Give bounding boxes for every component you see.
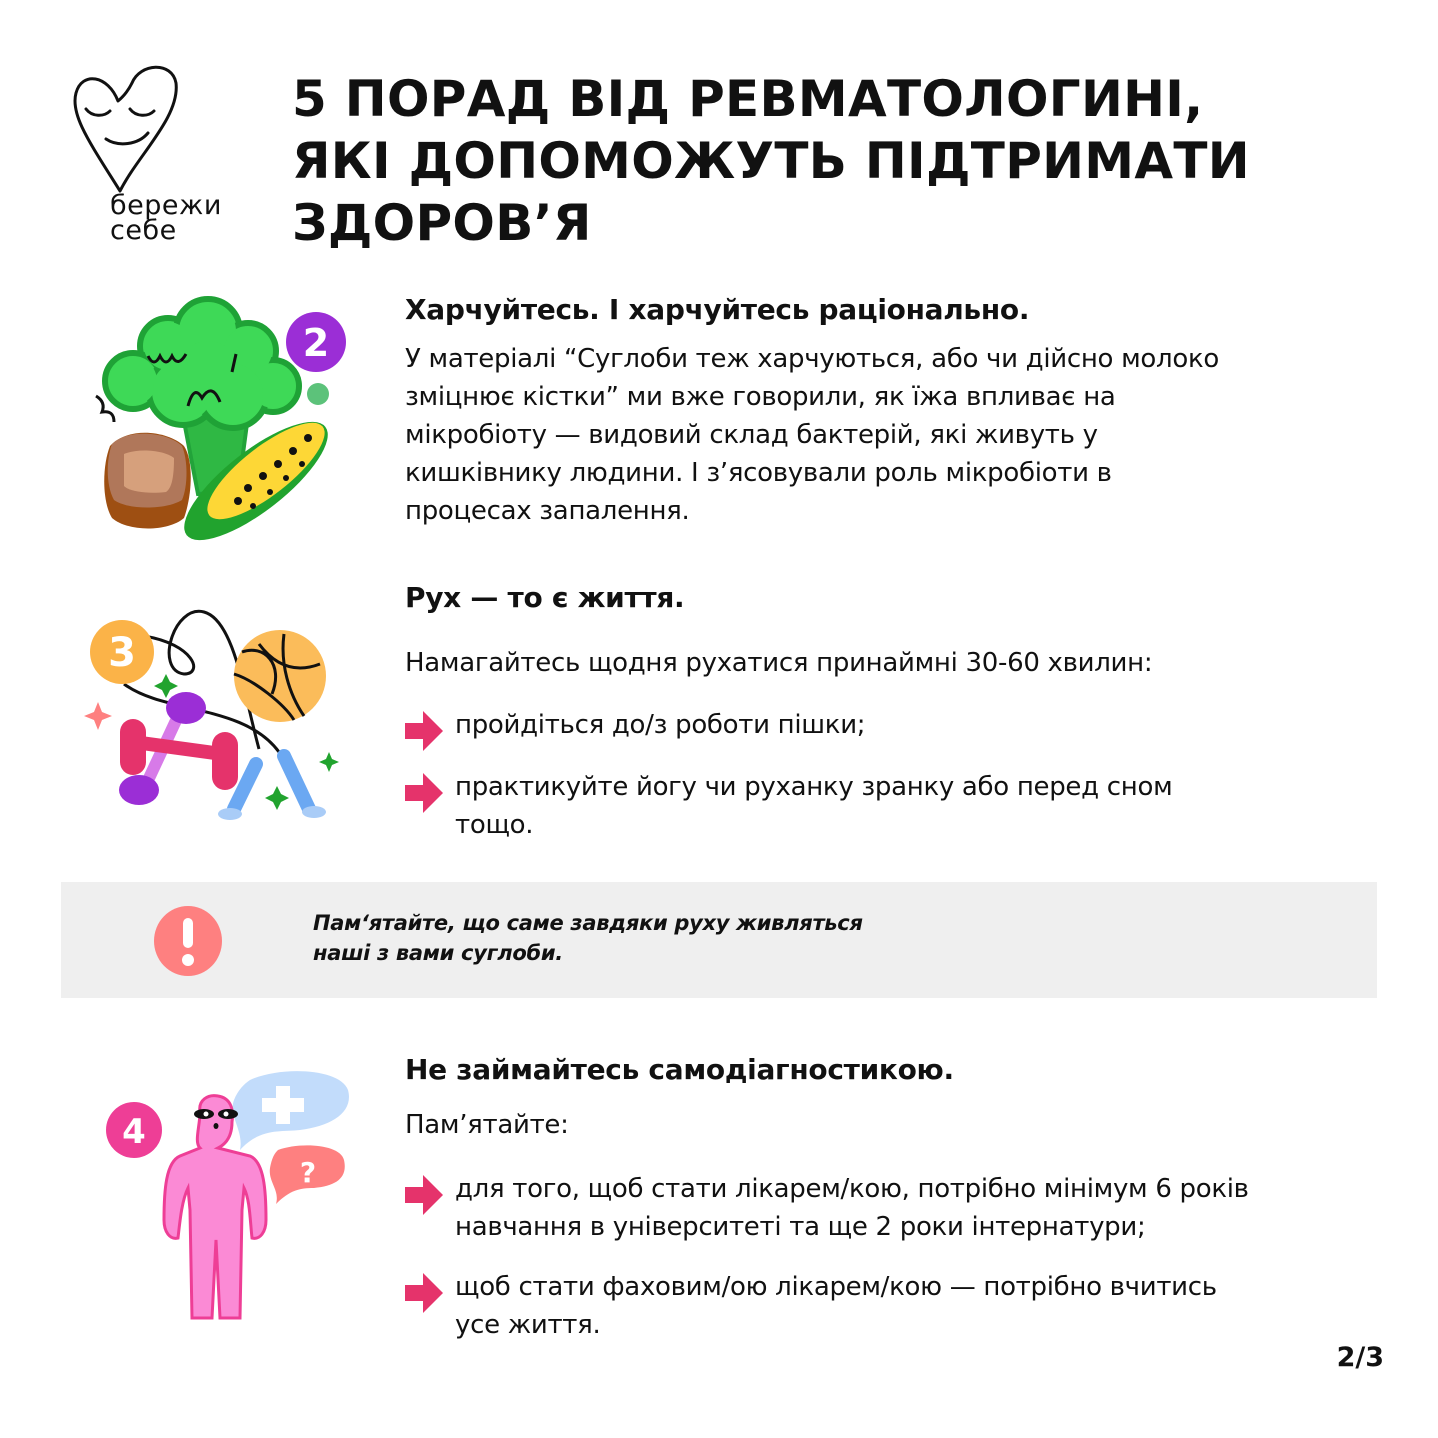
bullet-item xyxy=(405,706,1395,744)
dumbbells-basketball-jumprope-illustration xyxy=(84,604,344,829)
reminder-note xyxy=(61,882,1377,998)
paragraph-line: процесах запалення. xyxy=(405,496,690,526)
bullet-text: усе життя. xyxy=(455,1310,601,1340)
tip-section-nutrition xyxy=(405,292,1395,530)
tip-section-no-self-diagnosis xyxy=(405,1052,1395,1344)
bullet-text: навчання в університеті та ще 2 роки інтернатури; xyxy=(455,1212,1146,1242)
bullet-item xyxy=(405,768,1395,844)
page-indicator: 2/3 xyxy=(1336,1342,1384,1373)
section-intro: Намагайтесь щодня рухатися принаймні 30-60 хвилин: xyxy=(405,648,1153,678)
arrow-right-icon xyxy=(405,773,443,813)
exclamation-icon xyxy=(153,906,223,976)
note-line: наші з вами суглоби. xyxy=(313,941,563,965)
logo-text-line1: бережи xyxy=(110,190,222,221)
section-intro: Пам’ятайте: xyxy=(405,1110,569,1140)
paragraph-line: кишківнику людини. І з’ясовували роль мікробіоти в xyxy=(405,458,1112,488)
title-line: ЗДОРОВ’Я xyxy=(292,194,592,252)
badge-number: 2 xyxy=(302,321,330,365)
note-line: Пам‘ятайте, що саме завдяки руху живляться xyxy=(313,911,863,935)
broccoli-bread-corn-illustration xyxy=(88,296,358,546)
bullet-item xyxy=(405,1170,1395,1246)
paragraph-line: мікробіоту — видовий склад бактерій, які живуть у xyxy=(405,420,1098,450)
section-heading: Харчуйтесь. І харчуйтесь раціонально. xyxy=(405,293,1030,326)
section-paragraph xyxy=(405,340,1395,530)
page-title xyxy=(292,68,1292,254)
bullet-item xyxy=(405,1268,1395,1344)
bullet-text: практикуйте йогу чи руханку зранку або перед сном xyxy=(455,772,1173,802)
section-heading: Не займайтесь самодіагностикою. xyxy=(405,1053,954,1086)
arrow-right-icon xyxy=(405,711,443,751)
arrow-right-icon xyxy=(405,1175,443,1215)
tip-section-movement xyxy=(405,580,1395,844)
bullet-text: тощо. xyxy=(455,810,534,840)
section-heading: Рух — то є життя. xyxy=(405,581,685,614)
badge-number: 3 xyxy=(108,630,136,676)
smiling-heart-icon xyxy=(68,63,188,203)
logo-text-line2: себе xyxy=(110,215,177,246)
bullet-text: пройдіться до/з роботи пішки; xyxy=(455,710,866,740)
paragraph-line: У матеріалі “Суглоби теж харчуються, або чи дійсно молоко xyxy=(405,344,1219,374)
brand-logo xyxy=(62,55,242,255)
paragraph-line: зміцнює кістки” ми вже говорили, як їжа впливає на xyxy=(405,382,1116,412)
bullet-text: щоб стати фаховим/ою лікарем/кою — потрібно вчитись xyxy=(455,1272,1217,1302)
pink-person-speech-bubbles-illustration xyxy=(100,1060,360,1320)
bullet-text: для того, щоб стати лікарем/кою, потрібно мінімум 6 років xyxy=(455,1174,1249,1204)
arrow-right-icon xyxy=(405,1273,443,1313)
badge-number: 4 xyxy=(122,1112,146,1152)
title-line: 5 ПОРАД ВІД РЕВМАТОЛОГИНІ, xyxy=(292,70,1204,128)
title-line: ЯКІ ДОПОМОЖУТЬ ПІДТРИМАТИ xyxy=(292,132,1250,190)
question-mark-icon: ? xyxy=(299,1156,317,1189)
